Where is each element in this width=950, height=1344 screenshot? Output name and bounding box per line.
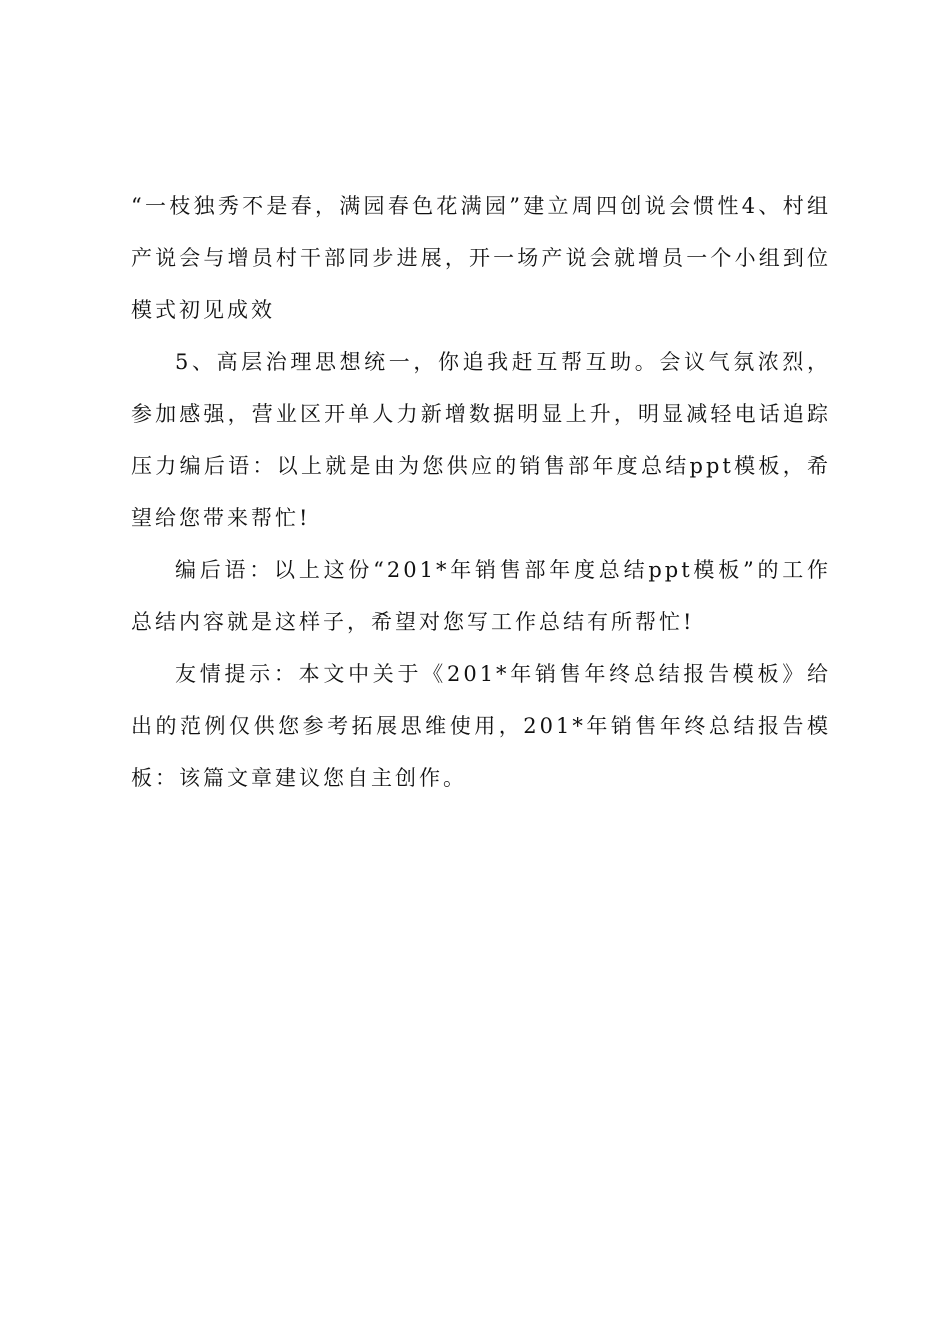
paragraph-4: 友情提示：本文中关于《201*年销售年终总结报告模板》给出的范例仅供您参考拓展思维使用，201*年销售年终总结报告模板：该篇文章建议您自主创作。: [131, 662, 831, 790]
paragraph-2: 5、高层治理思想统一，你追我赶互帮互助。会议气氛浓烈，参加感强，营业区开单人力新增数据明显上升，明显减轻电话追踪压力编后语：以上就是由为您供应的销售部年度总结ppt模板，希望给您带来帮忙!: [131, 350, 831, 530]
paragraph-3: 编后语：以上这份“201*年销售部年度总结ppt模板”的工作总结内容就是这样子，希望对您写工作总结有所帮忙!: [131, 558, 831, 634]
document-body: [131, 180, 831, 804]
paragraph-1: “一枝独秀不是春，满园春色花满园”建立周四创说会惯性4、村组产说会与增员村干部同步进展，开一场产说会就增员一个小组到位模式初见成效: [131, 194, 831, 322]
